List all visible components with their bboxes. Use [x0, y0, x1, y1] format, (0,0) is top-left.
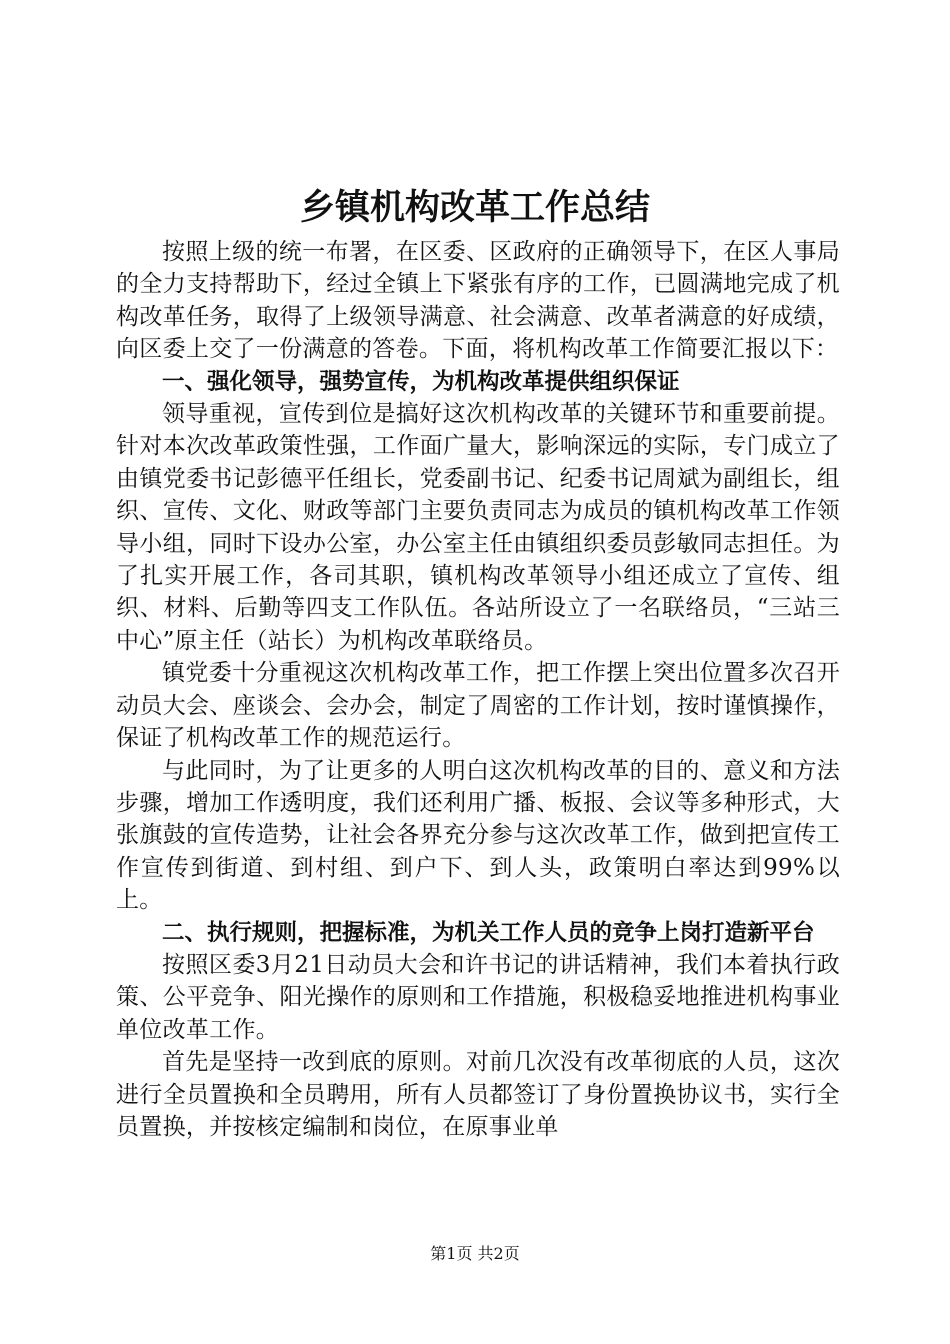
body-paragraph: 按照区委3月21日动员大会和许书记的讲话精神，我们本着执行政策、公平竞争、阳光操作的原则和工作措施，积极稳妥地推进机构事业单位改革工作。 — [116, 951, 840, 1043]
body-paragraph: 镇党委十分重视这次机构改革工作，把工作摆上突出位置多次召开动员大会、座谈会、会办会，制定了周密的工作计划，按时谨慎操作，保证了机构改革工作的规范运行。 — [116, 660, 840, 752]
document-body — [116, 236, 840, 1143]
page-footer: 第1页 共2页 — [430, 1244, 520, 1263]
document-title: 乡镇机构改革工作总结 — [299, 188, 650, 228]
section-heading-1: 一、强化领导，强势宣传，为机构改革提供组织保证 — [162, 368, 680, 395]
body-paragraph: 与此同时，为了让更多的人明白这次机构改革的目的、意义和方法步骤，增加工作透明度，我们还利用广播、板报、会议等多种形式，大张旗鼓的宣传造势，让社会各界充分参与这次改革工作，做到把宣传工作宣传到街道、到村组、到户下、到人头，政策明白率达到99%以上。 — [116, 757, 840, 914]
body-paragraph: 首先是坚持一改到底的原则。对前几次没有改革彻底的人员，这次进行全员置换和全员聘用，所有人员都签订了身份置换协议书，实行全员置换，并按核定编制和岗位，在原事业单 — [116, 1049, 840, 1140]
section-heading-2: 二、执行规则，把握标准，为机关工作人员的竞争上岗打造新平台 — [162, 919, 815, 946]
intro-paragraph: 按照上级的统一布署，在区委、区政府的正确领导下，在区人事局的全力支持帮助下，经过全镇上下紧张有序的工作，已圆满地完成了机构改革任务，取得了上级领导满意、社会满意、改革者满意的好成绩，向区委上交了一份满意的答卷。下面，将机构改革工作简要汇报以下： — [116, 239, 840, 363]
body-paragraph: 领导重视，宣传到位是搞好这次机构改革的关键环节和重要前提。针对本次改革政策性强，工作面广量大，影响深远的实际，专门成立了由镇党委书记彭德平任组长，党委副书记、纪委书记周斌为副组长，组织、宣传、文化、财政等部门主要负责同志为成员的镇机构改革工作领导小组，同时下设办公室，办公室主任由镇组织委员彭敏同志担任。为了扎实开展工作，各司其职，镇机构改革领导小组还成立了宣传、组织、材料、后勤等四支工作队伍。各站所设立了一名联络员，“三站三中心”原主任（站长）为机构改革联络员。 — [116, 401, 840, 654]
